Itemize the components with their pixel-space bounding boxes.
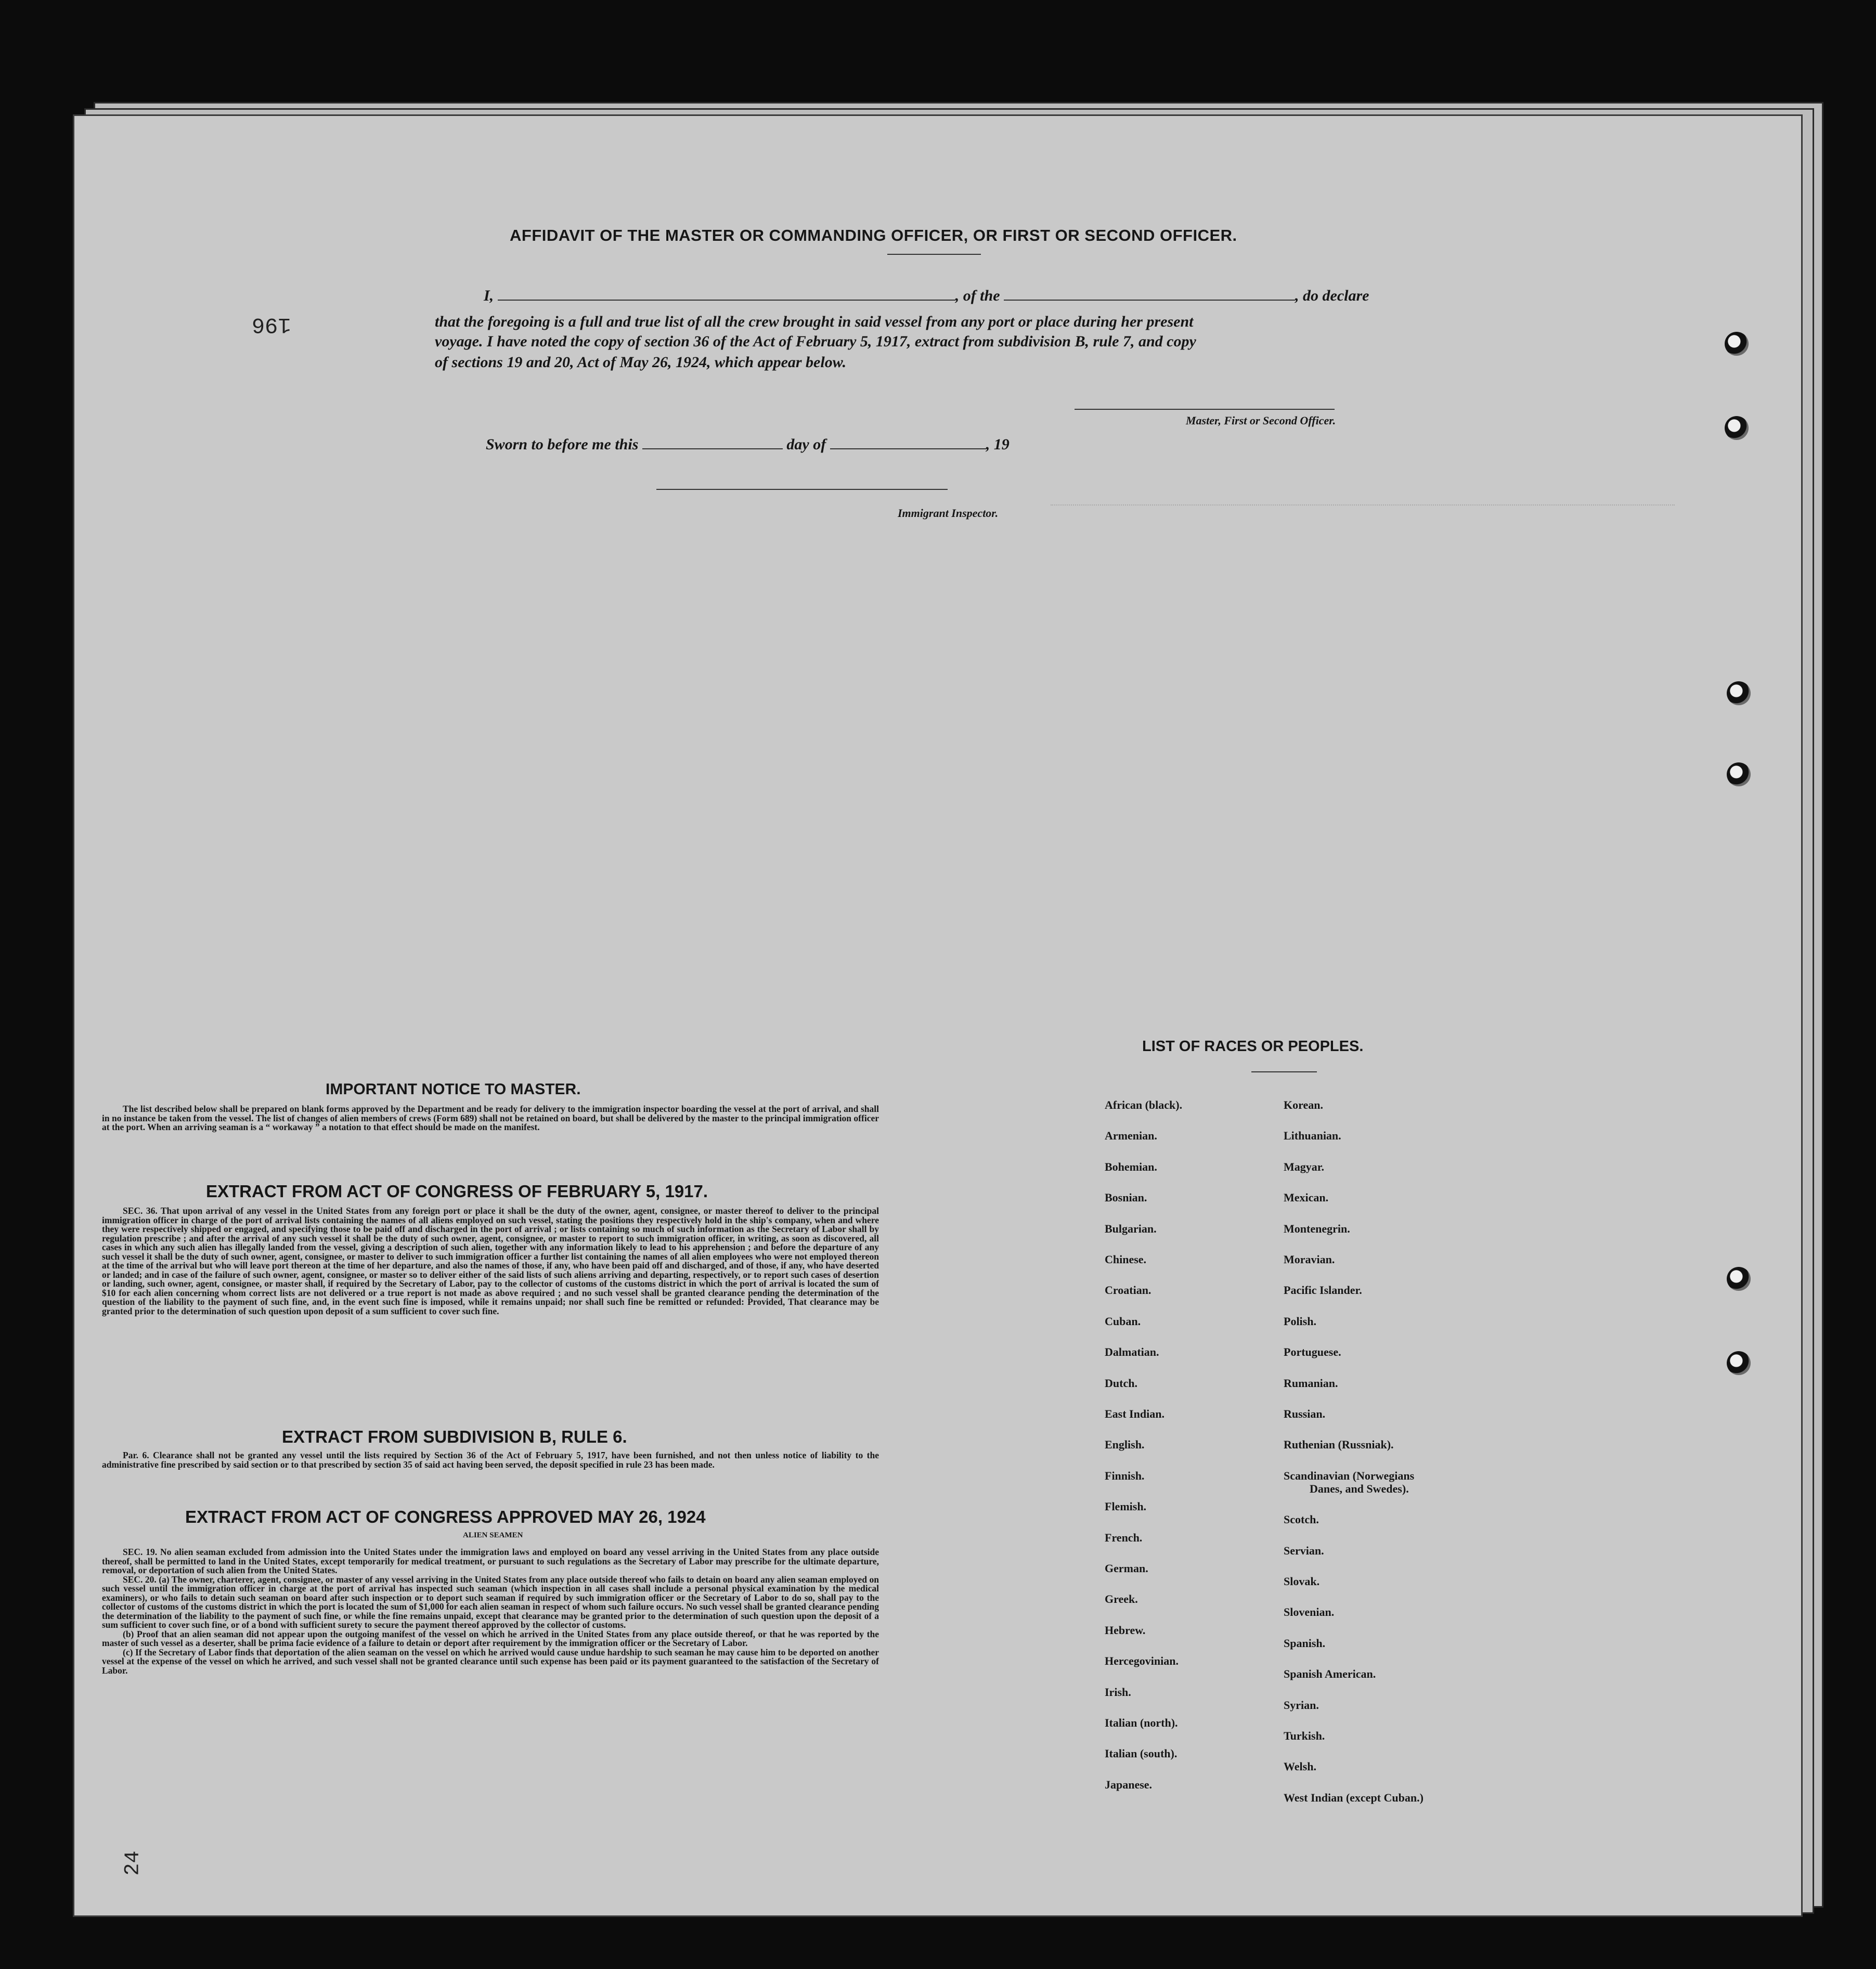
race-item: Bulgarian. [1105,1222,1157,1235]
master-label: Master, First or Second Officer. [1186,414,1336,427]
alien-seamen-subtitle: ALIEN SEAMEN [463,1531,523,1539]
sworn-line [486,436,1010,454]
inspector-signature-line[interactable] [656,489,948,490]
race-item: English. [1105,1438,1145,1452]
affidavit-title: AFFIDAVIT OF THE MASTER OR COMMANDING OFFICER, OR FIRST OR SECOND OFFICER. [510,226,1237,244]
race-item: Chinese. [1105,1253,1147,1266]
race-item: Armenian. [1105,1129,1157,1143]
subdiv-b-body [102,1451,879,1469]
race-item: Bosnian. [1105,1191,1147,1204]
master-signature-line[interactable] [1075,409,1335,410]
race-item: Hercegovinian. [1105,1654,1179,1668]
subdiv-b-title: EXTRACT FROM SUBDIVISION B, RULE 6. [282,1427,627,1446]
race-item: Japanese. [1105,1778,1153,1791]
race-item: Flemish. [1105,1500,1147,1513]
races-underline [1251,1071,1317,1072]
race-item: Rumanian. [1284,1376,1338,1390]
stamped-number: 196 [252,312,291,337]
race-item: Scandinavian (Norwegians [1284,1469,1415,1482]
race-item: Spanish American. [1284,1667,1376,1681]
binder-hole [1725,332,1749,356]
title-underline [887,254,981,255]
race-item: Magyar. [1284,1160,1325,1173]
sec-36-text: SEC. 36. That upon arrival of any vessel in the United States from any foreign port or place it shall be the duty of the owner, agent, consignee, or master thereof to deliver to the principal immigration officer in charge of the port of arrival lists containing the names of all aliens employed on such vessel, stating the positions they respectively hold in the ship's company, when and where they were respectively shipped or engaged, and specifying those to be paid off and discharged in the port of arrival ; or lists containing so much of such information as the Secretary of Labor shall by regulation prescribe ; and after the arrival of any such vessel it shall be the duty of such owner, agent, consignee, or master to report to such immigration officer, in writing, as soon as discovered, all cases in which any such alien has illegally landed from the vessel, giving a description of such alien, together with any information likely to lead to his apprehension ; and before the departure of any such vessel it shall be the duty of such owner, agent, consignee, or master to deliver to such immigration officer a further list containing the names of all alien employees who were not employed thereon at the time of the arrival but who will leave port thereon at the time of her departure, and also the names of those, if any, who have been paid off and discharged, and of those, if any, who have deserted or landed; and in case of the failure of such owner, agent, consignee, or master so to deliver either of the said lists of such aliens arriving and departing, respectively, or to report such cases of desertion or landing, such owner, agent, consignee, or master shall, if required by the Secretary of Labor, pay to the collector of customs of the customs district in which the port of arrival is located the sum of $10 for each alien concerning whom correct lists are not delivered or a true report is not made as above required ; and no such vessel shall be granted clearance pending the determination of the question of the liability to the payment of such fine, and, in the event such fine is imposed, while it remains unpaid; nor shall such fine be remitted or refunded: Provided, That clearance may be granted prior to the determination of such question upon deposit of a sum sufficient to cover such fine. [102,1206,879,1316]
race-item: Greek. [1105,1592,1138,1606]
race-item: Mexican. [1284,1191,1329,1204]
race-item: Ruthenian (Russniak). [1284,1438,1394,1452]
notice-body [102,1105,879,1132]
sec-20b-text: (b) Proof that an alien seaman did not appear upon the outgoing manifest of the vessel on which he arrived in the United States from any place outside thereof, or that he was reported by the master of such vessel as a deserter, shall be prima facie evidence of a failure to detain or deport after requirement by the immigration officer or the Secretary of Labor. [102,1628,879,1648]
extract-1917-title: EXTRACT FROM ACT OF CONGRESS OF FEBRUARY 5, 1917. [206,1182,708,1201]
race-item: Cuban. [1105,1314,1141,1328]
race-item: Portuguese. [1284,1345,1341,1359]
notice-text: The list described below shall be prepared on blank forms approved by the Department and be ready for delivery to the immigration inspector boarding the vessel at the port of arrival, and shall in no instance be taken from the vessel. The list of changes of alien members of crews (Form 689) shall not be retained on board, but shall be delivered by the master to the principal immigration officer at the port. When an arriving seaman is a “ workaway ” a notation to that effect should be made on the manifest. [102,1104,879,1132]
race-item: Welsh. [1284,1760,1316,1773]
bleed-through-text [1051,504,1675,1026]
binder-hole [1727,762,1751,786]
affidavit-line-2: that the foregoing is a full and true list of all the crew brought in said vessel from any port or place during her present [435,313,1194,330]
binder-hole [1727,681,1751,705]
race-item: German. [1105,1562,1148,1575]
par-6-text: Par. 6. Clearance shall not be granted any vessel until the lists required by Section 36 of the Act of February 5, 1917, have been furnished, and not then unless notice of liability to the administrative fine prescribed by said section or to that prescribed by section 35 of said act having been served, the deposit specified in rule 23 has been made. [102,1450,879,1470]
race-item: Moravian. [1284,1253,1335,1266]
race-item: Montenegrin. [1284,1222,1350,1235]
vessel-blank[interactable] [1004,288,1295,301]
race-item: Croatian. [1105,1284,1152,1297]
race-item: Italian (north). [1105,1716,1178,1729]
binder-hole [1727,1267,1751,1291]
race-item: French. [1105,1531,1143,1544]
binder-hole [1727,1351,1751,1375]
race-item: Slovak. [1284,1575,1320,1588]
race-item: Polish. [1284,1314,1316,1328]
extract-1917-body [102,1207,879,1316]
extract-1924-body [102,1548,879,1675]
race-item: Italian (south). [1105,1747,1178,1760]
race-item: Bohemian. [1105,1160,1157,1173]
year-label: , 19 [986,436,1010,453]
sworn-month-blank[interactable] [830,437,986,449]
notice-title: IMPORTANT NOTICE TO MASTER. [326,1081,581,1098]
of-the-label: , of the [955,287,1000,304]
race-item: Hebrew. [1105,1623,1146,1637]
race-item: Syrian. [1284,1698,1319,1712]
race-item: Lithuanian. [1284,1129,1341,1143]
race-item: West Indian (except Cuban.) [1284,1791,1424,1804]
extract-1924-title: EXTRACT FROM ACT OF CONGRESS APPROVED MAY 26, 1924 [185,1507,706,1526]
inspector-label: Immigrant Inspector. [898,507,999,520]
race-item: Spanish. [1284,1636,1326,1650]
race-item: Dutch. [1105,1376,1137,1390]
affidavit-line-3: voyage. I have noted the copy of section 36 of the Act of February 5, 1917, extract from subdivision B, rule 7, and copy [435,333,1196,350]
i-label: I, [484,287,494,304]
race-item: Korean. [1284,1098,1323,1111]
race-item: Pacific Islander. [1284,1284,1362,1297]
name-blank[interactable] [498,288,955,301]
affidavit-line-4: of sections 19 and 20, Act of May 26, 1924, which appear below. [435,354,847,371]
race-item: Russian. [1284,1407,1326,1420]
race-item: Servian. [1284,1544,1324,1557]
sec-19-text: SEC. 19. No alien seaman excluded from admission into the United States under the immigration laws and employed on board any vessel arriving in the United States from any place outside thereof, shall be permitted to land in the United States, except temporarily for medical treatment, or pursuant to such regulations as the Secretary of Labor may prescribe for the ultimate departure, removal, or deportation of such alien from the United States. [102,1547,879,1575]
race-item: Scotch. [1284,1513,1319,1526]
race-item: Irish. [1105,1685,1131,1699]
sec-20a-text: SEC. 20. (a) The owner, charterer, agent, consignee, or master of any vessel arriving in the United States from any place outside thereof who fails to detain on board any alien seaman employed on such vessel until the immigration officer in charge at the port of arrival has inspected such seaman (which inspection in all cases shall include a personal physical examination by the medical examiners), or who fails to detain such seaman on board after such inspection or to deport such seaman if required by such immigration officer or the Secretary of Labor to do so, shall pay to the collector of customs of the customs district in which the port is located the sum of $1,000 for each alien seaman in respect of whom such failure occurs. No such vessel shall be granted clearance pending the determination of the liability to the payment of such fine, or while the fine remains unpaid, except that clearance may be granted prior to the determination of such question upon the deposit of a sum sufficient to cover such fine, or of a bond with sufficient surety to secure the payment thereof approved by the collector of customs. [102,1574,879,1630]
races-title: LIST OF RACES OR PEOPLES. [1142,1038,1364,1055]
sworn-label: Sworn to before me this [486,436,639,453]
race-item: Danes, and Swedes). [1310,1482,1409,1495]
binder-hole [1725,416,1749,440]
race-item: Turkish. [1284,1729,1325,1742]
race-item: Slovenian. [1284,1605,1335,1619]
handwritten-number: 24 [121,1850,145,1876]
sworn-day-blank[interactable] [642,437,783,449]
race-item: African (black). [1105,1098,1183,1111]
race-item: Dalmatian. [1105,1345,1159,1359]
affidavit-line-1 [484,287,1369,305]
declare-label: , do declare [1295,287,1369,304]
race-item: Finnish. [1105,1469,1145,1482]
race-item: East Indian. [1105,1407,1165,1420]
day-of-label: day of [786,436,826,453]
sec-20c-text: (c) If the Secretary of Labor finds that deportation of the alien seaman on the vessel on which he arrived would cause undue hardship to such seaman he may cause him to be deported on another vessel at the expense of the vessel on which he arrived, and such vessel shall not be granted clearance until such expense has been paid or its payment guaranteed to the satisfaction of the Secretary of Labor. [102,1647,879,1676]
